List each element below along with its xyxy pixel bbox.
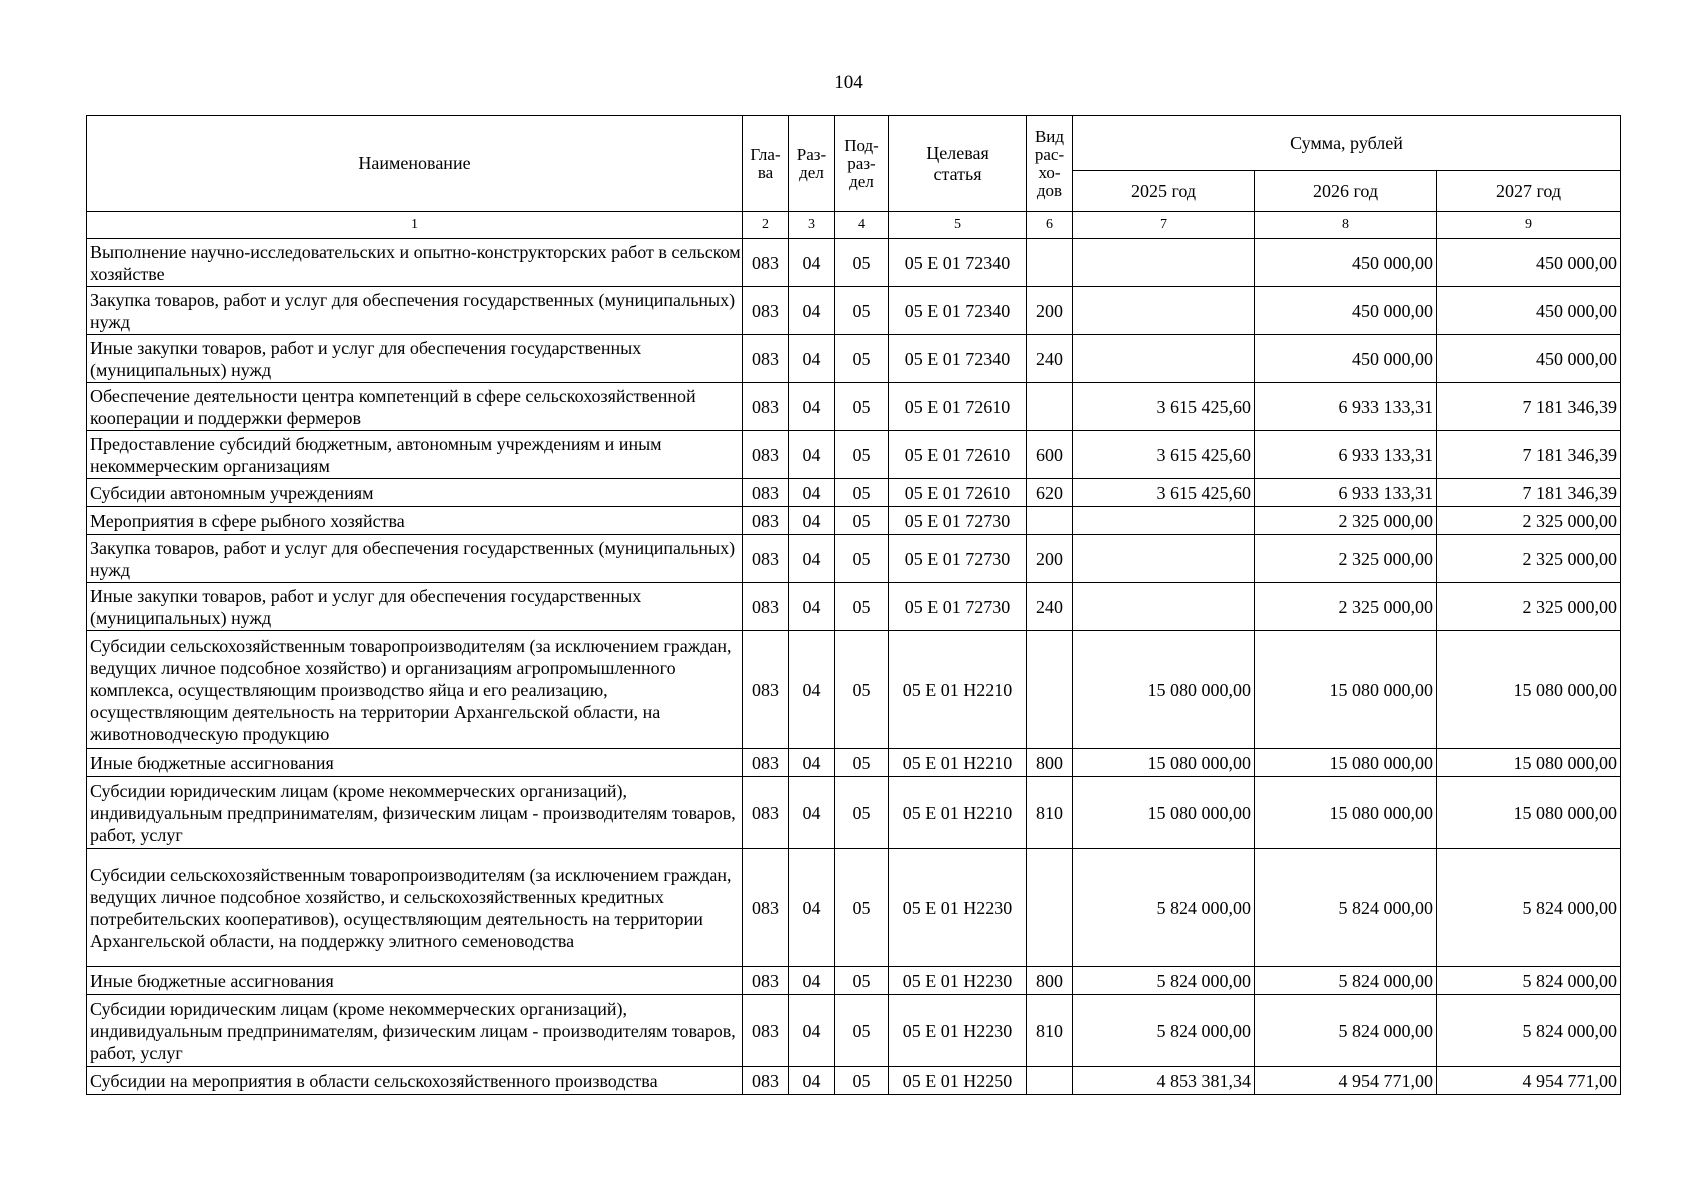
row-sum-2027: 15 080 000,00 — [1437, 749, 1621, 777]
row-chapter: 083 — [743, 777, 789, 849]
row-expense-type — [1027, 1067, 1073, 1095]
row-name: Субсидии сельскохозяйственным товаропроизводителям (за исключением граждан, ведущих личное подсобное хозяйство, и сельскохозяйственных кредитных потребительских кооперативов), осуществляющим деятельность на территории Архангельской области, на поддержку элитного семеноводства — [87, 849, 743, 967]
row-subsection: 05 — [835, 479, 889, 507]
row-subsection: 05 — [835, 535, 889, 583]
row-sum-2027: 5 824 000,00 — [1437, 849, 1621, 967]
row-sum-2027: 7 181 346,39 — [1437, 431, 1621, 479]
row-subsection: 05 — [835, 583, 889, 631]
row-section: 04 — [789, 431, 835, 479]
row-sum-2025: 5 824 000,00 — [1073, 849, 1255, 967]
row-sum-2026: 4 954 771,00 — [1255, 1067, 1437, 1095]
row-chapter: 083 — [743, 479, 789, 507]
row-subsection: 05 — [835, 995, 889, 1067]
row-expense-type: 810 — [1027, 995, 1073, 1067]
row-sum-2026: 6 933 133,31 — [1255, 383, 1437, 431]
row-name: Обеспечение деятельности центра компетенций в сфере сельскохозяйственной кооперации и поддержки фермеров — [87, 383, 743, 431]
row-sum-2025: 3 615 425,60 — [1073, 479, 1255, 507]
row-sum-2026: 5 824 000,00 — [1255, 995, 1437, 1067]
header-year-2026: 2026 год — [1255, 171, 1437, 212]
row-subsection: 05 — [835, 431, 889, 479]
row-section: 04 — [789, 583, 835, 631]
row-expense-type: 240 — [1027, 335, 1073, 383]
row-expense-type: 600 — [1027, 431, 1073, 479]
header-chapter: Гла- ва — [743, 116, 789, 212]
row-sum-2027: 7 181 346,39 — [1437, 383, 1621, 431]
row-expense-type: 200 — [1027, 287, 1073, 335]
row-expense-type — [1027, 239, 1073, 287]
row-sum-2026: 5 824 000,00 — [1255, 849, 1437, 967]
table-row — [87, 777, 1621, 849]
row-target-article: 05 Е 01 Н2230 — [889, 849, 1027, 967]
column-number: 9 — [1437, 212, 1621, 239]
row-sum-2025: 3 615 425,60 — [1073, 431, 1255, 479]
column-number: 7 — [1073, 212, 1255, 239]
row-target-article: 05 Е 01 Н2230 — [889, 995, 1027, 1067]
row-name: Субсидии сельскохозяйственным товаропроизводителям (за исключением граждан, ведущих личное подсобное хозяйство) и организациям агропромышленного комплекса, осуществляющим производство яйца и его реализацию, осуществляющим деятельность на территории Архангельской области, на животноводческую продукцию — [87, 631, 743, 749]
row-sum-2025: 15 080 000,00 — [1073, 777, 1255, 849]
row-target-article: 05 Е 01 Н2210 — [889, 777, 1027, 849]
row-chapter: 083 — [743, 1067, 789, 1095]
row-sum-2027: 15 080 000,00 — [1437, 777, 1621, 849]
row-sum-2026: 2 325 000,00 — [1255, 507, 1437, 535]
table-row — [87, 749, 1621, 777]
header-target-article: Целевая статья — [889, 116, 1027, 212]
row-chapter: 083 — [743, 967, 789, 995]
row-sum-2027: 5 824 000,00 — [1437, 967, 1621, 995]
column-number: 8 — [1255, 212, 1437, 239]
column-number: 6 — [1027, 212, 1073, 239]
row-sum-2026: 2 325 000,00 — [1255, 583, 1437, 631]
row-chapter: 083 — [743, 335, 789, 383]
row-sum-2025 — [1073, 239, 1255, 287]
header-sum: Сумма, рублей — [1073, 116, 1621, 171]
row-name: Выполнение научно-исследовательских и опытно-конструкторских работ в сельском хозяйстве — [87, 239, 743, 287]
row-sum-2027: 450 000,00 — [1437, 287, 1621, 335]
row-expense-type: 800 — [1027, 967, 1073, 995]
row-sum-2027: 450 000,00 — [1437, 239, 1621, 287]
table-row — [87, 535, 1621, 583]
row-sum-2027: 2 325 000,00 — [1437, 535, 1621, 583]
row-section: 04 — [789, 777, 835, 849]
row-chapter: 083 — [743, 287, 789, 335]
row-sum-2026: 450 000,00 — [1255, 287, 1437, 335]
table-row — [87, 967, 1621, 995]
row-name: Иные закупки товаров, работ и услуг для обеспечения государственных (муниципальных) нужд — [87, 583, 743, 631]
column-number-row — [87, 212, 1621, 239]
row-name: Закупка товаров, работ и услуг для обеспечения государственных (муниципальных) нужд — [87, 287, 743, 335]
column-number: 2 — [743, 212, 789, 239]
row-sum-2027: 2 325 000,00 — [1437, 583, 1621, 631]
header-year-2025: 2025 год — [1073, 171, 1255, 212]
row-subsection: 05 — [835, 849, 889, 967]
row-target-article: 05 Е 01 72730 — [889, 507, 1027, 535]
row-chapter: 083 — [743, 995, 789, 1067]
row-target-article: 05 Е 01 72340 — [889, 335, 1027, 383]
row-chapter: 083 — [743, 583, 789, 631]
row-target-article: 05 Е 01 Н2210 — [889, 749, 1027, 777]
table-row — [87, 849, 1621, 967]
row-expense-type: 240 — [1027, 583, 1073, 631]
row-subsection: 05 — [835, 239, 889, 287]
row-chapter: 083 — [743, 749, 789, 777]
row-target-article: 05 Е 01 Н2210 — [889, 631, 1027, 749]
row-expense-type — [1027, 507, 1073, 535]
row-sum-2025 — [1073, 507, 1255, 535]
row-subsection: 05 — [835, 383, 889, 431]
table-row — [87, 431, 1621, 479]
row-sum-2026: 5 824 000,00 — [1255, 967, 1437, 995]
row-subsection: 05 — [835, 777, 889, 849]
table-row — [87, 1067, 1621, 1095]
row-section: 04 — [789, 239, 835, 287]
row-chapter: 083 — [743, 631, 789, 749]
row-sum-2025: 5 824 000,00 — [1073, 967, 1255, 995]
table-row — [87, 631, 1621, 749]
row-name: Субсидии юридическим лицам (кроме некоммерческих организаций), индивидуальным предпринимателям, физическим лицам - производителям товаров, работ, услуг — [87, 777, 743, 849]
row-section: 04 — [789, 535, 835, 583]
budget-table — [86, 115, 1621, 1095]
row-expense-type: 800 — [1027, 749, 1073, 777]
row-subsection: 05 — [835, 1067, 889, 1095]
row-subsection: 05 — [835, 967, 889, 995]
row-name: Субсидии автономным учреждениям — [87, 479, 743, 507]
row-expense-type: 200 — [1027, 535, 1073, 583]
column-number: 1 — [87, 212, 743, 239]
table-row — [87, 239, 1621, 287]
table-row — [87, 287, 1621, 335]
table-row — [87, 507, 1621, 535]
row-target-article: 05 Е 01 72730 — [889, 583, 1027, 631]
header-name: Наименование — [87, 116, 743, 212]
row-sum-2025 — [1073, 335, 1255, 383]
row-section: 04 — [789, 507, 835, 535]
row-name: Субсидии юридическим лицам (кроме некоммерческих организаций), индивидуальным предпринимателям, физическим лицам - производителям товаров, работ, услуг — [87, 995, 743, 1067]
row-sum-2025: 5 824 000,00 — [1073, 995, 1255, 1067]
row-sum-2025: 4 853 381,34 — [1073, 1067, 1255, 1095]
row-expense-type — [1027, 631, 1073, 749]
row-sum-2025 — [1073, 583, 1255, 631]
row-section: 04 — [789, 383, 835, 431]
row-sum-2026: 15 080 000,00 — [1255, 631, 1437, 749]
table-row — [87, 479, 1621, 507]
row-target-article: 05 Е 01 72610 — [889, 479, 1027, 507]
row-name: Иные бюджетные ассигнования — [87, 967, 743, 995]
row-sum-2027: 7 181 346,39 — [1437, 479, 1621, 507]
table-row — [87, 383, 1621, 431]
page-number: 104 — [834, 72, 863, 93]
row-sum-2025 — [1073, 535, 1255, 583]
row-sum-2025: 3 615 425,60 — [1073, 383, 1255, 431]
row-target-article: 05 Е 01 72340 — [889, 239, 1027, 287]
row-sum-2027: 450 000,00 — [1437, 335, 1621, 383]
column-number: 5 — [889, 212, 1027, 239]
row-chapter: 083 — [743, 507, 789, 535]
row-expense-type — [1027, 849, 1073, 967]
row-sum-2027: 4 954 771,00 — [1437, 1067, 1621, 1095]
row-subsection: 05 — [835, 335, 889, 383]
row-sum-2026: 450 000,00 — [1255, 335, 1437, 383]
row-subsection: 05 — [835, 749, 889, 777]
row-target-article: 05 Е 01 72340 — [889, 287, 1027, 335]
row-sum-2025: 15 080 000,00 — [1073, 631, 1255, 749]
row-sum-2026: 15 080 000,00 — [1255, 777, 1437, 849]
row-section: 04 — [789, 995, 835, 1067]
row-sum-2026: 2 325 000,00 — [1255, 535, 1437, 583]
row-sum-2026: 450 000,00 — [1255, 239, 1437, 287]
row-name: Мероприятия в сфере рыбного хозяйства — [87, 507, 743, 535]
row-target-article: 05 Е 01 72610 — [889, 383, 1027, 431]
row-section: 04 — [789, 1067, 835, 1095]
row-name: Предоставление субсидий бюджетным, автономным учреждениям и иным некоммерческим организациям — [87, 431, 743, 479]
row-section: 04 — [789, 849, 835, 967]
row-sum-2025 — [1073, 287, 1255, 335]
row-section: 04 — [789, 631, 835, 749]
row-chapter: 083 — [743, 239, 789, 287]
row-section: 04 — [789, 479, 835, 507]
header-section: Раз- дел — [789, 116, 835, 212]
row-subsection: 05 — [835, 507, 889, 535]
row-name: Иные закупки товаров, работ и услуг для обеспечения государственных (муниципальных) нужд — [87, 335, 743, 383]
row-sum-2025: 15 080 000,00 — [1073, 749, 1255, 777]
row-name: Иные бюджетные ассигнования — [87, 749, 743, 777]
row-sum-2027: 5 824 000,00 — [1437, 995, 1621, 1067]
row-target-article: 05 Е 01 72730 — [889, 535, 1027, 583]
row-chapter: 083 — [743, 383, 789, 431]
row-section: 04 — [789, 335, 835, 383]
row-expense-type — [1027, 383, 1073, 431]
row-name: Закупка товаров, работ и услуг для обеспечения государственных (муниципальных) нужд — [87, 535, 743, 583]
row-name: Субсидии на мероприятия в области сельскохозяйственного производства — [87, 1067, 743, 1095]
row-section: 04 — [789, 749, 835, 777]
row-subsection: 05 — [835, 287, 889, 335]
row-target-article: 05 Е 01 Н2250 — [889, 1067, 1027, 1095]
row-sum-2027: 15 080 000,00 — [1437, 631, 1621, 749]
header-subsection: Под- раз- дел — [835, 116, 889, 212]
row-chapter: 083 — [743, 431, 789, 479]
row-chapter: 083 — [743, 849, 789, 967]
table-row — [87, 583, 1621, 631]
row-sum-2026: 15 080 000,00 — [1255, 749, 1437, 777]
row-target-article: 05 Е 01 Н2230 — [889, 967, 1027, 995]
row-chapter: 083 — [743, 535, 789, 583]
row-sum-2026: 6 933 133,31 — [1255, 431, 1437, 479]
row-sum-2027: 2 325 000,00 — [1437, 507, 1621, 535]
table-row — [87, 335, 1621, 383]
row-section: 04 — [789, 967, 835, 995]
table-row — [87, 995, 1621, 1067]
row-target-article: 05 Е 01 72610 — [889, 431, 1027, 479]
row-sum-2026: 6 933 133,31 — [1255, 479, 1437, 507]
row-expense-type: 620 — [1027, 479, 1073, 507]
column-number: 3 — [789, 212, 835, 239]
row-subsection: 05 — [835, 631, 889, 749]
header-year-2027: 2027 год — [1437, 171, 1621, 212]
row-section: 04 — [789, 287, 835, 335]
row-expense-type: 810 — [1027, 777, 1073, 849]
column-number: 4 — [835, 212, 889, 239]
header-expense-type: Вид рас- хо- дов — [1027, 116, 1073, 212]
